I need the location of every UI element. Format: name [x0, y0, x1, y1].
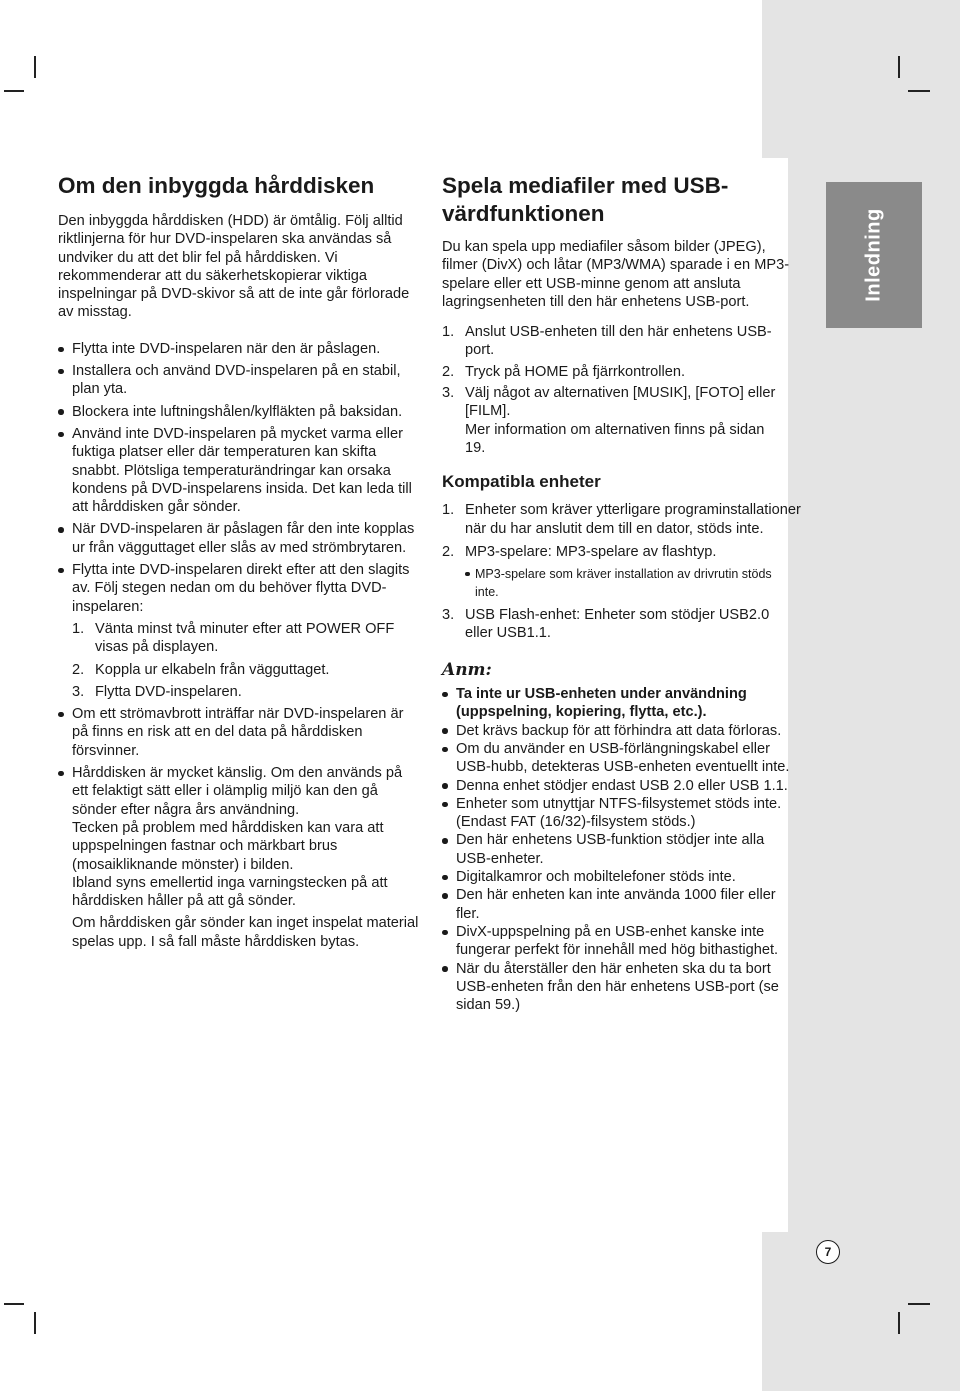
list-item-text: Hårddisken är mycket känslig. Om den används på ett felaktigt sätt eller i olämplig miljö kan den gå sönder efter några års användning. [72, 765, 403, 818]
compat-list-3 [442, 606, 787, 643]
list-item [58, 764, 420, 951]
list-item [72, 661, 420, 679]
steps-note: Mer information om alternativen finns på sidan 19. [465, 421, 765, 456]
left-intro: Den inbyggda hårddisken (HDD) är ömtålig. Följ alltid riktlinjerna för hur DVD-inspelaren ska användas så undviker du att det blir fel på hårddisken. Vi rekommenderar att du säkerhetskopierar viktiga inspelningar på DVD-skivor så att de inte går förlorade av misstag. [58, 213, 410, 321]
list-item: Om ett strömavbrott inträffar när DVD-inspelaren är på finns en risk att en del data på hårddisken försvinner. [58, 705, 420, 760]
hdd-para-1: Tecken på problem med hårddisken kan vara att uppspelningen fastnar och märkbart brus (mosaikliknande mönster) i bilden. [72, 819, 384, 873]
list-item: Enheter som utnyttjar NTFS-filsystemet stöds inte. (Endast FAT (16/32)-filsystem stöds.) [442, 795, 792, 832]
list-item [442, 543, 808, 561]
list-item: DivX-uppspelning på en USB-enhet kanske inte fungerar perfekt för innehåll med hög bithastighet. [442, 923, 792, 960]
step-number: 2. [72, 661, 85, 678]
list-item [442, 384, 787, 457]
step-text: Tryck på HOME på fjärrkontrollen. [465, 363, 686, 380]
list-item: Det krävs backup för att förhindra att data förloras. [442, 722, 792, 740]
compat-title: Kompatibla enheter [442, 472, 601, 492]
list-item: Använd inte DVD-inspelaren på mycket varma eller fuktiga platser eller där temperaturen kan skifta snabbt. Plötsliga temperaturändringar kan orsaka kondens på DVD-inspelarens insida. Det kan leda till att hårddisken går sönder. [58, 425, 420, 516]
left-steps [58, 620, 420, 701]
item-number: 2. [442, 543, 455, 560]
right-title: Spela mediafiler med USB-värdfunktionen [442, 173, 729, 226]
left-column [58, 172, 420, 951]
step-number: 3. [72, 683, 85, 700]
list-item [442, 363, 787, 381]
list-item [72, 683, 420, 701]
usb-steps [442, 323, 787, 457]
section-tab [826, 182, 922, 328]
list-item [442, 501, 808, 538]
list-item: Digitalkamror och mobiltelefoner stöds inte. [442, 868, 792, 886]
compat-sub-note: MP3-spelare som kräver installation av drivrutin stöds inte. [442, 566, 793, 601]
left-bullet-list-2 [58, 705, 420, 951]
left-title: Om den inbyggda hårddisken [58, 173, 375, 198]
hdd-para-2: Ibland syns emellertid inga varningstecken på att hårddisken håller på att gå sönder. [72, 874, 388, 910]
crop-mark [34, 1312, 36, 1334]
crop-mark [898, 1312, 900, 1334]
step-number: 3. [442, 385, 455, 402]
list-item: Installera och använd DVD-inspelaren på en stabil, plan yta. [58, 362, 420, 399]
crop-mark [898, 56, 900, 78]
list-item: Denna enhet stödjer endast USB 2.0 eller USB 1.1. [442, 777, 792, 795]
list-item [442, 606, 787, 643]
list-item: Den här enheten kan inte använda 1000 filer eller fler. [442, 886, 792, 923]
list-item: Den här enhetens USB-funktion stödjer inte alla USB-enheter. [442, 831, 792, 868]
compat-list [442, 501, 808, 561]
item-number: 1. [442, 502, 455, 519]
step-number: 1. [72, 620, 85, 637]
hdd-para-3: Om hårddisken går sönder kan inget inspelat material spelas upp. I så fall måste hårddisken bytas. [72, 915, 419, 950]
list-item: När DVD-inspelaren är påslagen får den inte kopplas ur från vägguttaget eller slås av med strömbrytaren. [58, 520, 420, 557]
step-text: Flytta DVD-inspelaren. [95, 683, 242, 700]
item-number: 3. [442, 607, 455, 624]
list-item: Flytta inte DVD-inspelaren när den är påslagen. [58, 340, 420, 358]
step-number: 2. [442, 363, 455, 380]
step-number: 1. [442, 324, 455, 341]
item-text: Enheter som kräver ytterligare programinstallationer när du har anslutit dem till en dator, stöds inte. [465, 502, 801, 537]
item-text: MP3-spelare: MP3-spelare av flashtyp. [465, 543, 717, 560]
step-text: Anslut USB-enheten till den här enhetens USB-port. [465, 324, 772, 359]
left-bullet-list [58, 340, 420, 616]
step-text: Välj något av alternativen [MUSIK], [FOTO] eller [FILM]. [465, 385, 776, 420]
list-item: Flytta inte DVD-inspelaren direkt efter att den slagits av. Följ stegen nedan om du behöver flytta DVD-inspelaren: [58, 561, 420, 616]
list-item: Om du använder en USB-förlängningskabel eller USB-hubb, detekteras USB-enheten eventuellt inte. [442, 740, 792, 777]
item-text: USB Flash-enhet: Enheter som stödjer USB2.0 eller USB1.1. [465, 607, 770, 642]
step-text: Koppla ur elkabeln från vägguttaget. [95, 661, 330, 678]
note-title: Anm: [442, 659, 492, 680]
crop-mark [908, 1303, 930, 1305]
step-text: Vänta minst två minuter efter att POWER OFF visas på displayen. [95, 620, 395, 656]
section-tab-label: Inledning [862, 208, 885, 302]
crop-mark [34, 56, 36, 78]
right-column [442, 172, 808, 1014]
list-item [72, 620, 420, 657]
crop-mark [4, 90, 24, 92]
right-intro: Du kan spela upp mediafiler såsom bilder (JPEG), filmer (DivX) och låtar (MP3/WMA) sparade i en MP3-spelare eller ett USB-minne genom att ansluta lagringsenheten till den här enhetens USB-port. [442, 239, 790, 310]
crop-mark [908, 90, 930, 92]
list-item: Ta inte ur USB-enheten under användning (uppspelning, kopiering, flytta, etc.). [442, 685, 792, 722]
crop-mark [4, 1303, 24, 1305]
page-number: 7 [816, 1240, 840, 1264]
note-list [442, 685, 792, 1014]
list-item: Blockera inte luftningshålen/kylfläkten på baksidan. [58, 403, 420, 421]
list-item [442, 323, 787, 360]
list-item: När du återställer den här enheten ska du ta bort USB-enheten från den här enhetens USB-port (se sidan 59.) [442, 960, 792, 1015]
